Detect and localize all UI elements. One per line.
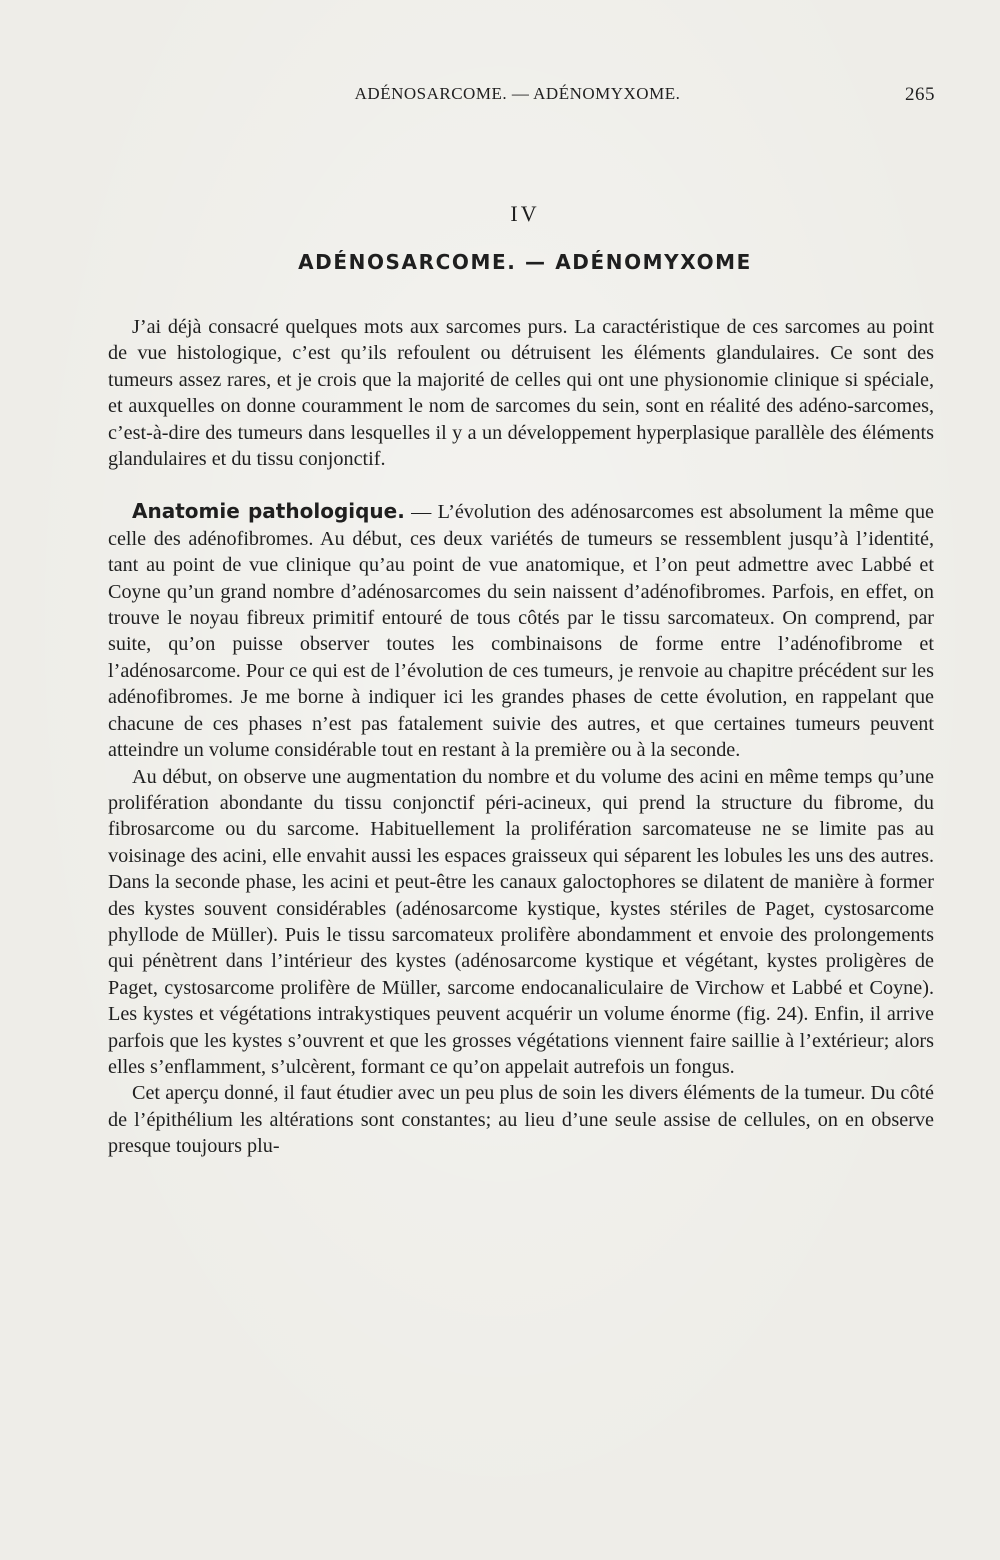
page-number: 265 <box>905 84 935 105</box>
paragraph-debut: Au début, on observe une augmentation du nombre et du volume des acini en même temps qu’une prolifération abondante du tissu conjonctif péri-acineux, qui prend la structure du fibrome, du fibrosarcome ou du sarcome. Habituellement la prolifération sarcomateuse ne se limite pas au voisinage des acini, elle envahit aussi les espaces graisseux qui séparent les lobules les uns des autres. Dans la seconde phase, les acini et peut-être les canaux galoctophores se dilatent de manière à former des kystes souvent considérables (adénosarcome kystique, kystes stériles de Paget, cystosarcome phyllode de Müller). Puis le tissu sarcomateux prolifère abondamment et envoie des prolongements qui pénètrent dans l’intérieur des kystes (adénosarcome kystique et végétant, kystes proligères de Paget, cystosarcome prolifère de Müller, sarcome endocanaliculaire de Virchow et Labbé et Coyne). Les kystes et végétations intrakystiques peuvent acquérir un volume énorme (fig. 24). Enfin, il arrive parfois que les kystes s’ouvrent et que les grosses végétations viennent faire saillie à l’extérieur; alors elles s’enflamment, s’ulcèrent, formant ce qu’on appelait autrefois un fongus. <box>108 765 934 1078</box>
section-text: — L’évolution des adénosarcomes est absolument la même que celle des adénofibromes. Au début, ces deux variétés de tumeurs se ressemblent jusqu’à l’identité, tant au point de vue clinique qu’au point de vue anatomique, et l’on peut admettre avec Labbé et Coyne qu’un grand nombre d’adénosarcomes du sein naissent d’adénofibromes. Parfois, en effet, on trouve le noyau fibreux primitif entouré de tous côtés par le tissu sarcomateux. On comprend, par suite, qu’on puisse observer toutes les combinaisons de forme entre l’adénofibrome et l’adénosarcome. Pour ce qui est de l’évolution de ces tumeurs, je renvoie au chapitre précédent sur les adénofibromes. Je me borne à indiquer ici les grandes phases de cette évolution, en rappelant que chacune de ces phases n’est pas fatalement suivie des autres, et que certaines tumeurs peuvent atteindre un volume considérable tout en restant à la première ou à la seconde. <box>108 501 935 762</box>
section-heading: Anatomie pathologique. <box>132 499 405 524</box>
chapter-number: IV <box>510 201 540 226</box>
chapter-title: ADÉNOSARCOME. — ADÉNOMYXOME <box>298 250 752 274</box>
running-title: ADÉNOSARCOME. — ADÉNOMYXOME. <box>354 84 681 103</box>
running-header <box>100 84 935 108</box>
body-text <box>108 314 934 1160</box>
paragraph-intro: J’ai déjà consacré quelques mots aux sarcomes purs. La caractéristique de ces sarcomes au point de vue histologique, c’est qu’ils refoulent ou détruisent les éléments glandulaires. Ce sont des tumeurs assez rares, et je crois que la majorité de celles qui ont une physionomie clinique si spéciale, et auxquelles on donne couramment le nom de sarcomes du sein, sont en réalité des adéno-sarcomes, c’est-à-dire des tumeurs dans lesquelles il y a un développement hyperplasique parallèle des éléments glandulaires et du tissu conjonctif. <box>108 316 934 471</box>
paragraph-anatomie <box>108 498 934 763</box>
paragraph-apercu: Cet aperçu donné, il faut étudier avec un peu plus de soin les divers éléments de la tumeur. Du côté de l’épithélium les altérations sont constantes; au lieu d’une seule assise de cellules, on en observe presque toujours plu- <box>108 1082 934 1158</box>
